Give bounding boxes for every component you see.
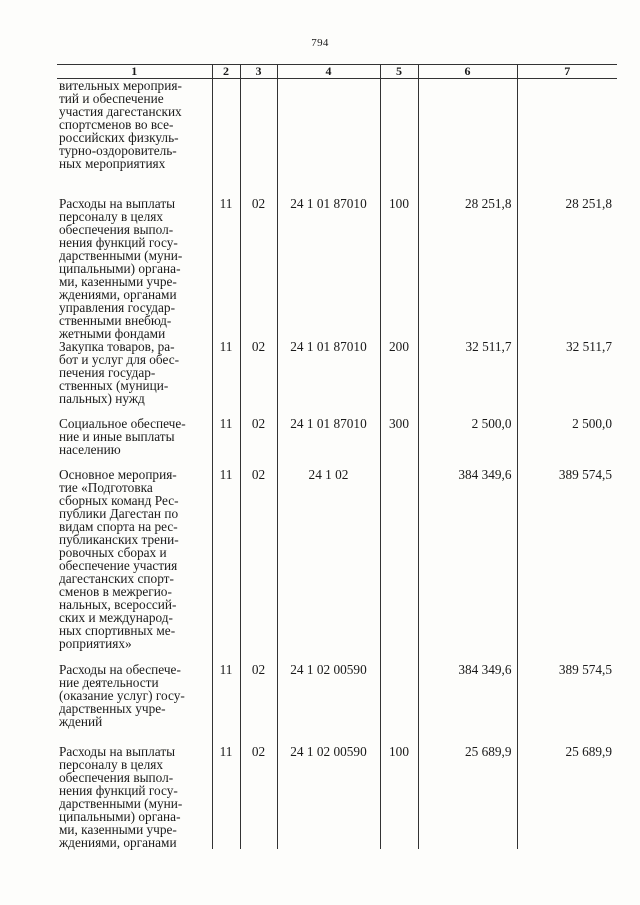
description-line: нения функций госу-	[59, 235, 178, 250]
amount-year-1	[418, 79, 517, 186]
description-line: (оказание услуг) госу-	[59, 688, 185, 703]
amount-year-2: 28 251,8	[517, 185, 617, 340]
subsection-code: 02	[240, 340, 277, 417]
description-line: роприятиях»	[59, 636, 132, 651]
budget-table	[57, 64, 617, 849]
target-article-code: 24 1 01 87010	[277, 185, 380, 340]
amount-year-1: 384 349,6	[418, 663, 517, 745]
description-line: Закупка товаров, ра-	[59, 339, 175, 354]
expense-type-code	[380, 663, 418, 745]
description-line: печения государ-	[59, 365, 156, 380]
expense-type-code: 200	[380, 340, 418, 417]
description-line: публиканских трени-	[59, 532, 179, 547]
description-line: тий и обеспечение	[59, 91, 164, 106]
description-line: дагестанских спорт-	[59, 571, 174, 586]
amount-year-2: 32 511,7	[517, 340, 617, 417]
column-header-1: 1	[57, 65, 212, 79]
column-header-3: 3	[240, 65, 277, 79]
subsection-code: 02	[240, 663, 277, 745]
table-row	[57, 185, 617, 340]
target-article-code: 24 1 01 87010	[277, 417, 380, 468]
description-line: турно-оздоровитель-	[59, 143, 177, 158]
table-row	[57, 468, 617, 663]
description-line: нения функций госу-	[59, 783, 178, 798]
amount-year-2: 389 574,5	[517, 663, 617, 745]
table-row	[57, 340, 617, 417]
table-row	[57, 663, 617, 745]
target-article-code: 24 1 02 00590	[277, 663, 380, 745]
description-line: дарственных учре-	[59, 701, 166, 716]
description-line: ние деятельности	[59, 675, 159, 690]
column-header-5: 5	[380, 65, 418, 79]
column-header-6: 6	[418, 65, 517, 79]
description-line: Расходы на выплаты	[59, 196, 176, 211]
description-line: нальных, всероссий-	[59, 597, 177, 612]
description-line: ственных (муници-	[59, 378, 169, 393]
description-line: дарственными (муни-	[59, 248, 183, 263]
subsection-code	[240, 79, 277, 186]
column-header-4: 4	[277, 65, 380, 79]
row-description	[57, 185, 212, 340]
row-description	[57, 417, 212, 468]
description-line: пальных) нужд	[59, 391, 145, 406]
amount-year-1: 32 511,7	[418, 340, 517, 417]
description-line: ждений	[59, 714, 103, 729]
description-line: бот и услуг для обес-	[59, 352, 180, 367]
row-description	[57, 79, 212, 186]
row-description	[57, 663, 212, 745]
section-code: 11	[212, 663, 240, 745]
table-row	[57, 79, 617, 186]
amount-year-1: 25 689,9	[418, 745, 517, 849]
column-header-2: 2	[212, 65, 240, 79]
table-row	[57, 745, 617, 849]
amount-year-1: 28 251,8	[418, 185, 517, 340]
table-row	[57, 417, 617, 468]
description-line: публики Дагестан по	[59, 506, 179, 521]
description-line: Расходы на обеспече-	[59, 662, 181, 677]
description-line: Основное мероприя-	[59, 467, 177, 482]
amount-year-2: 25 689,9	[517, 745, 617, 849]
expense-type-code: 100	[380, 185, 418, 340]
description-line: Расходы на выплаты	[59, 744, 176, 759]
expense-type-code: 300	[380, 417, 418, 468]
description-line: ципальными) органа-	[59, 261, 181, 276]
description-line: ных спортивных ме-	[59, 623, 176, 638]
description-line: населению	[59, 442, 121, 457]
description-line: ципальными) органа-	[59, 809, 181, 824]
amount-year-1: 384 349,6	[418, 468, 517, 663]
description-line: ных мероприятиях	[59, 156, 166, 171]
amount-year-2	[517, 79, 617, 186]
section-code: 11	[212, 468, 240, 663]
section-code: 11	[212, 745, 240, 849]
description-line: спортсменов во все-	[59, 117, 174, 132]
description-line: обеспечения выпол-	[59, 770, 174, 785]
target-article-code: 24 1 02	[277, 468, 380, 663]
subsection-code: 02	[240, 468, 277, 663]
description-line: ми, казенными учре-	[59, 274, 177, 289]
section-code: 11	[212, 340, 240, 417]
description-line: дарственными (муни-	[59, 796, 183, 811]
description-line: персоналу в целях	[59, 757, 163, 772]
section-code: 11	[212, 417, 240, 468]
description-line: ждениями, органами	[59, 287, 177, 302]
target-article-code: 24 1 02 00590	[277, 745, 380, 849]
description-line: Социальное обеспече-	[59, 416, 186, 431]
description-line: ждениями, органами	[59, 835, 177, 850]
description-line: видам спорта на рес-	[59, 519, 178, 534]
expense-type-code	[380, 79, 418, 186]
description-line: российских физкуль-	[59, 130, 179, 145]
description-line: персоналу в целях	[59, 209, 163, 224]
page-number: 794	[311, 37, 329, 49]
subsection-code: 02	[240, 185, 277, 340]
description-line: сборных команд Рес-	[59, 493, 179, 508]
column-header-7: 7	[517, 65, 617, 79]
description-line: жетными фондами	[59, 326, 166, 341]
description-line: ми, казенными учре-	[59, 822, 177, 837]
description-line: вительных мероприя-	[59, 78, 182, 93]
amount-year-2: 389 574,5	[517, 468, 617, 663]
table-header-row	[57, 65, 617, 79]
description-line: управления государ-	[59, 300, 176, 315]
row-description	[57, 745, 212, 849]
amount-year-1: 2 500,0	[418, 417, 517, 468]
description-line: обеспечение участия	[59, 558, 178, 573]
amount-year-2: 2 500,0	[517, 417, 617, 468]
expense-type-code: 100	[380, 745, 418, 849]
row-description	[57, 340, 212, 417]
row-description	[57, 468, 212, 663]
description-line: ние и иные выплаты	[59, 429, 175, 444]
target-article-code: 24 1 01 87010	[277, 340, 380, 417]
description-line: сменов в межрегио-	[59, 584, 172, 599]
description-line: ровочных сборах и	[59, 545, 167, 560]
section-code: 11	[212, 185, 240, 340]
target-article-code	[277, 79, 380, 186]
description-line: обеспечения выпол-	[59, 222, 174, 237]
expense-type-code	[380, 468, 418, 663]
section-code	[212, 79, 240, 186]
description-line: участия дагестанских	[59, 104, 182, 119]
subsection-code: 02	[240, 417, 277, 468]
description-line: ских и международ-	[59, 610, 173, 625]
description-line: тие «Подготовка	[59, 480, 153, 495]
description-line: ственными внебюд-	[59, 313, 172, 328]
subsection-code: 02	[240, 745, 277, 849]
